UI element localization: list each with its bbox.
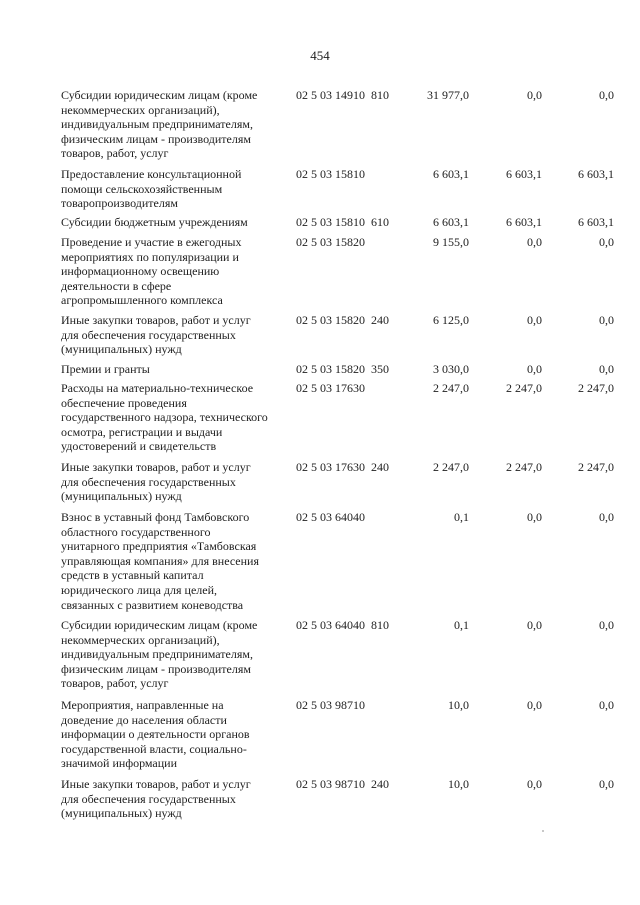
row-value-1: 6 603,1 — [433, 215, 469, 229]
row-value-3: 0,0 — [599, 362, 614, 376]
row-value-3: 6 603,1 — [578, 215, 614, 229]
row-code: 02 5 03 15820 240 — [296, 313, 389, 327]
row-value-1: 10,0 — [448, 698, 469, 712]
row-value-1: 6 125,0 — [433, 313, 469, 327]
row-description: Иные закупки товаров, работ и услуг для обеспечения государственных (муниципальных) нужд — [61, 313, 251, 357]
row-value-2: 0,0 — [527, 88, 542, 102]
row-description: Предоставление консультационной помощи сельскохозяйственным товаропроизводителям — [61, 167, 242, 211]
row-value-2: 2 247,0 — [506, 381, 542, 395]
row-description: Иные закупки товаров, работ и услуг для обеспечения государственных (муниципальных) нужд — [61, 460, 251, 504]
row-value-2: 2 247,0 — [506, 460, 542, 474]
row-value-3: 2 247,0 — [578, 460, 614, 474]
row-code: 02 5 03 64040 810 — [296, 618, 389, 632]
row-code: 02 5 03 98710 240 — [296, 777, 389, 791]
row-code: 02 5 03 15810 — [296, 167, 365, 181]
row-value-3: 0,0 — [599, 698, 614, 712]
row-value-2: 0,0 — [527, 235, 542, 249]
row-value-1: 31 977,0 — [427, 88, 469, 102]
row-value-1: 10,0 — [448, 777, 469, 791]
row-code: 02 5 03 98710 — [296, 698, 365, 712]
row-description: Субсидии юридическим лицам (кроме некоммерческих организаций), индивидуальным предпринимателям, физическим лицам - производителям товаров, работ, услуг — [61, 88, 258, 161]
row-description: Субсидии бюджетным учреждениям — [61, 215, 248, 229]
row-value-3: 0,0 — [599, 618, 614, 632]
row-description: Расходы на материально-техническое обеспечение проведения государственного надзора, технического осмотра, регистрации и выдачи удостоверений и свидетельств — [61, 381, 268, 454]
row-value-2: 0,0 — [527, 362, 542, 376]
row-code: 02 5 03 17630 240 — [296, 460, 389, 474]
scan-artifact-dot — [542, 830, 544, 832]
row-value-1: 2 247,0 — [433, 460, 469, 474]
row-value-3: 0,0 — [599, 510, 614, 524]
row-value-2: 6 603,1 — [506, 215, 542, 229]
row-value-2: 0,0 — [527, 777, 542, 791]
row-value-3: 2 247,0 — [578, 381, 614, 395]
row-value-3: 0,0 — [599, 777, 614, 791]
row-description: Премии и гранты — [61, 362, 150, 376]
row-description: Иные закупки товаров, работ и услуг для обеспечения государственных (муниципальных) нужд — [61, 777, 251, 821]
row-description: Мероприятия, направленные на доведение до населения области информации о деятельности органов государственной власти, социально- значимой информации — [61, 698, 250, 771]
row-code: 02 5 03 15820 — [296, 235, 365, 249]
row-code: 02 5 03 14910 810 — [296, 88, 389, 102]
row-value-1: 0,1 — [454, 510, 469, 524]
row-value-2: 0,0 — [527, 313, 542, 327]
page-number: 454 — [310, 48, 330, 63]
row-value-2: 0,0 — [527, 618, 542, 632]
row-description: Субсидии юридическим лицам (кроме некоммерческих организаций), индивидуальным предпринимателям, физическим лицам - производителям товаров, работ, услуг — [61, 618, 258, 691]
row-value-3: 0,0 — [599, 235, 614, 249]
row-value-1: 0,1 — [454, 618, 469, 632]
row-value-1: 6 603,1 — [433, 167, 469, 181]
row-value-3: 6 603,1 — [578, 167, 614, 181]
row-value-3: 0,0 — [599, 88, 614, 102]
row-value-2: 6 603,1 — [506, 167, 542, 181]
row-code: 02 5 03 15810 610 — [296, 215, 389, 229]
row-value-2: 0,0 — [527, 510, 542, 524]
row-value-1: 2 247,0 — [433, 381, 469, 395]
row-value-1: 9 155,0 — [433, 235, 469, 249]
row-description: Проведение и участие в ежегодных мероприятиях по популяризации и информационному освещению деятельности в сфере агропромышленного комплекса — [61, 235, 242, 308]
row-description: Взнос в уставный фонд Тамбовского областного государственного унитарного предприятия «Тамбовская управляющая компания» для внесения средств в уставный капитал юридического лица для целей, связанных с развитием коневодства — [61, 510, 259, 612]
row-value-3: 0,0 — [599, 313, 614, 327]
row-code: 02 5 03 64040 — [296, 510, 365, 524]
row-code: 02 5 03 17630 — [296, 381, 365, 395]
row-value-1: 3 030,0 — [433, 362, 469, 376]
row-code: 02 5 03 15820 350 — [296, 362, 389, 376]
row-value-2: 0,0 — [527, 698, 542, 712]
